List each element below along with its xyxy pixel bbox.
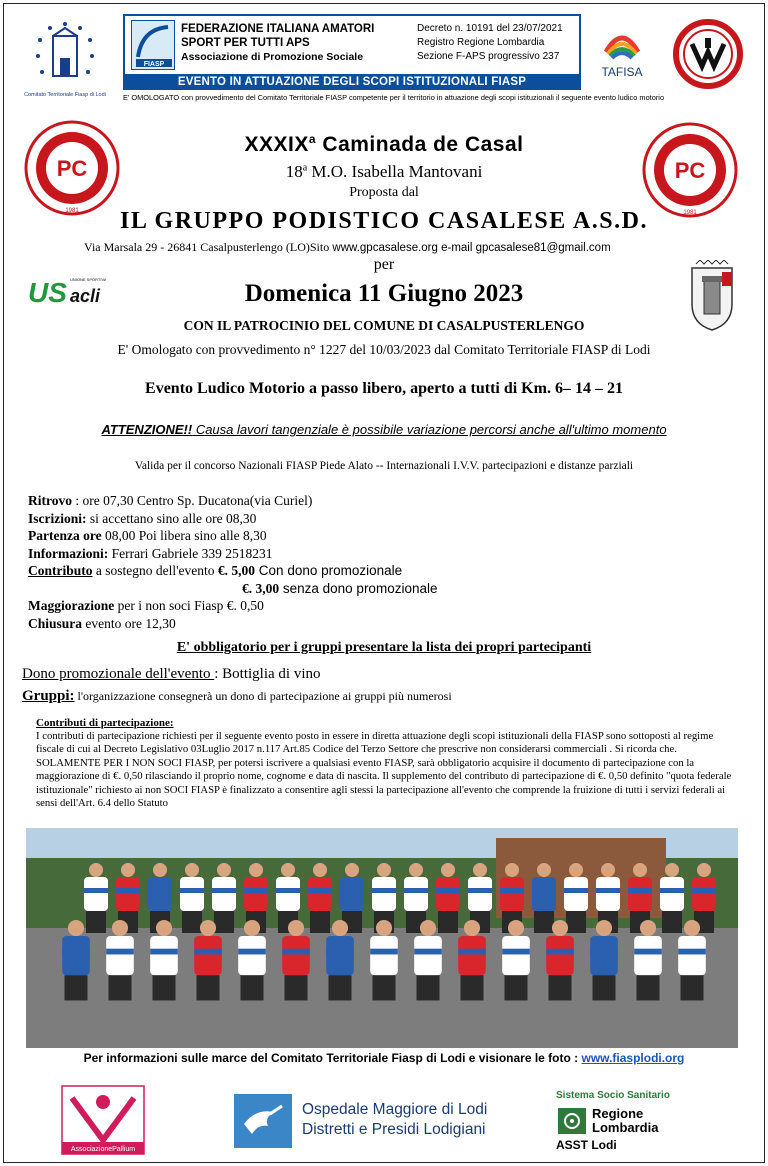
tafisa-logo bbox=[596, 22, 648, 82]
tafisa-label: TAFISA bbox=[601, 65, 643, 79]
organizer-name: IL GRUPPO PODISTICO CASALESE A.S.D. bbox=[120, 208, 648, 234]
event-info bbox=[28, 492, 437, 632]
title-sup: a bbox=[308, 132, 317, 146]
title-name: Caminada de Casal bbox=[316, 133, 524, 156]
organizer-address bbox=[84, 240, 611, 255]
lombardia-label: Lombardia bbox=[592, 1120, 659, 1135]
event-date: Domenica 11 Giugno 2023 bbox=[244, 280, 524, 307]
title-number: XXXIX bbox=[244, 133, 309, 156]
event-title bbox=[0, 132, 768, 157]
federation-line-2: SPORT PER TUTTI APS bbox=[181, 37, 310, 49]
sistema-label: Sistema Socio Sanitario bbox=[556, 1090, 670, 1101]
pallium-logo bbox=[60, 1084, 146, 1156]
contributi-title: Contributi di partecipazione: bbox=[36, 717, 174, 729]
registration-line-1: Decreto n. 10191 del 23/07/2021 bbox=[417, 23, 563, 34]
attenzione-notice bbox=[0, 422, 768, 437]
attenzione-label: ATTENZIONE!! bbox=[101, 422, 193, 437]
omologato-note: E' OMOLOGATO con provvedimento del Comitato Territoriale FIASP competente per il territorio in attuazione degli scopi istituzionali il seguente evento ludico motorio bbox=[123, 93, 665, 102]
federation-line-1: FEDERAZIONE ITALIANA AMATORI bbox=[181, 23, 375, 35]
subtitle-name: M.O. Isabella Mantovani bbox=[307, 162, 483, 181]
registration-line-3: Sezione F-APS progressivo 237 bbox=[417, 51, 560, 62]
evento-description: Evento Ludico Motorio a passo libero, aperto a tutti di Km. 6– 14 – 21 bbox=[145, 380, 623, 397]
fiasplodi-link[interactable]: www.fiasplodi.org bbox=[581, 1051, 685, 1065]
valida-text: Valida per il concorso Nazionali FIASP Piede Alato -- Internazionali I.V.V. partecipazioni e distanze parziali bbox=[134, 460, 634, 472]
event-subtitle bbox=[0, 162, 768, 182]
dono-label: Dono promozionale dell'evento bbox=[22, 666, 215, 682]
footer-info-text: Per informazioni sulle marce del Comitato Territoriale Fiasp di Lodi e visionare le foto : bbox=[83, 1051, 582, 1065]
svg-text:US: US bbox=[28, 277, 67, 308]
subtitle-number: 18 bbox=[285, 162, 303, 181]
info-contributo-1: Contributo a sostegno dell'evento €. 5,00 Con dono promozionale bbox=[28, 563, 403, 578]
federation-line-3: Associazione di Promozione Sociale bbox=[181, 51, 364, 63]
gp-year-right: 1981 bbox=[683, 210, 697, 216]
federation-text bbox=[181, 22, 374, 64]
institutional-banner: EVENTO IN ATTUAZIONE DEGLI SCOPI ISTITUZIONALI FIASP bbox=[123, 74, 581, 90]
gp-initials-left: PC bbox=[56, 156, 88, 181]
attenzione-message: Causa lavori tangenziale è possibile variazione percorsi anche all'ultimo momento bbox=[192, 422, 667, 437]
contributi-text: I contributi di partecipazione richiesti per il seguente evento posto in essere in diretta attuazione degli scopi istituzionali della FIASP sono sottoposti al regime fiscale di cui al Decreto Legislativo 03Luglio 2017 n.117 Art.85 Codice del Terzo Settore che prescrive non considerarsi commerciali . Si ricorda che. SOLAMENTE PER I NON SOCI FIASP, per potersi iscrivere a qualsiasi evento FIASP, sarà obbligatorio acquisire il documento di partecipazione con la maggiorazione di €. 0,50 rilasciando il proprio nome, cognome e data di nascita. Il supplemento del contributo di partecipazione di €. 0,50 definito "quota federale istituzionale" richiesto ai non SOCI FIASP è finalizzato a consentire agli stessi la partecipazione all'evento che comprende la fruizione di tutti i servizi federali ai sensi dell'Art. 6.4 dello Statuto bbox=[36, 730, 732, 810]
fiasp-badge-text: FIASP bbox=[143, 61, 165, 68]
proposta-text: Proposta dal bbox=[349, 185, 419, 200]
registration-line-2: Registro Regione Lombardia bbox=[417, 37, 545, 48]
pallium-label: AssociazionePallium bbox=[70, 1146, 136, 1153]
info-partenza: Partenza ore 08,00 Poi libera sino alle 8,30 bbox=[28, 528, 267, 543]
info-informazioni: Informazioni: Ferrari Gabriele 339 2518231 bbox=[28, 545, 273, 561]
registration-text bbox=[417, 22, 563, 64]
ivv-logo bbox=[672, 18, 744, 90]
info-contributo-2: €. 3,00 senza dono promozionale bbox=[242, 580, 438, 596]
ospedale-line-2: Distretti e Presidi Lodigiani bbox=[302, 1121, 486, 1138]
gruppi-label: Gruppi: bbox=[22, 688, 75, 704]
comitato-lodi-logo bbox=[20, 14, 110, 104]
subtitle-sup: a bbox=[302, 162, 308, 174]
ospedale-logo bbox=[234, 1094, 524, 1148]
footer-info bbox=[0, 1051, 768, 1065]
group-photo bbox=[26, 828, 738, 1048]
obbligo-gruppi: E' obbligatorio per i gruppi presentare la lista dei propri partecipanti bbox=[176, 640, 592, 655]
dove-icon bbox=[234, 1094, 292, 1148]
gp-initials-right: PC bbox=[674, 158, 706, 183]
federation-box bbox=[123, 14, 581, 76]
info-ritrovo: Ritrovo : ore 07,30 Centro Sp. Ducatona(via Curiel) bbox=[28, 493, 313, 508]
regione-label: Regione bbox=[592, 1106, 644, 1121]
address-web-email[interactable]: www.gpcasalese.org e-mail gpcasalese81@gmail.com bbox=[329, 242, 611, 254]
asst-label: ASST Lodi bbox=[556, 1138, 617, 1152]
info-iscrizioni: Iscrizioni: si accettano sino alle ore 08,30 bbox=[28, 510, 257, 526]
omologato-text: E' Omologato con provvedimento n° 1227 del 10/03/2023 dal Comitato Territoriale FIASP di Lodi bbox=[117, 342, 651, 357]
info-maggiorazione: Maggiorazione per i non soci Fiasp €. 0,50 bbox=[28, 598, 264, 613]
address-street: Via Marsala 29 - 26841 Casalpusterlengo (LO)Sito bbox=[84, 240, 330, 254]
gruppi-line bbox=[22, 688, 452, 705]
patrocinio-text: CON IL PATROCINIO DEL COMUNE DI CASALPUSTERLENGO bbox=[183, 318, 585, 333]
usacli-small: UNIONE SPORTIVA bbox=[70, 277, 106, 282]
ospedale-line-1: Ospedale Maggiore di Lodi bbox=[302, 1101, 488, 1118]
regione-lombardia-logo bbox=[556, 1090, 706, 1154]
lombardia-rose-icon bbox=[558, 1108, 586, 1134]
comitato-caption: Comitato Territoriale Fiasp di Lodi bbox=[24, 92, 106, 98]
dono-value: : Bottiglia di vino bbox=[214, 666, 321, 682]
per-text: per bbox=[373, 256, 395, 273]
gruppi-value: l'organizzazione consegnerà un dono di partecipazione ai gruppi più numerosi bbox=[74, 689, 452, 703]
ospedale-text bbox=[302, 1100, 487, 1140]
dono-promozionale bbox=[22, 666, 321, 683]
fiasp-logo bbox=[131, 20, 175, 70]
svg-text:acli: acli bbox=[70, 286, 101, 306]
gp-year-left: 1981 bbox=[65, 208, 79, 214]
info-chiusura: Chiusura evento ore 12,30 bbox=[28, 615, 176, 631]
